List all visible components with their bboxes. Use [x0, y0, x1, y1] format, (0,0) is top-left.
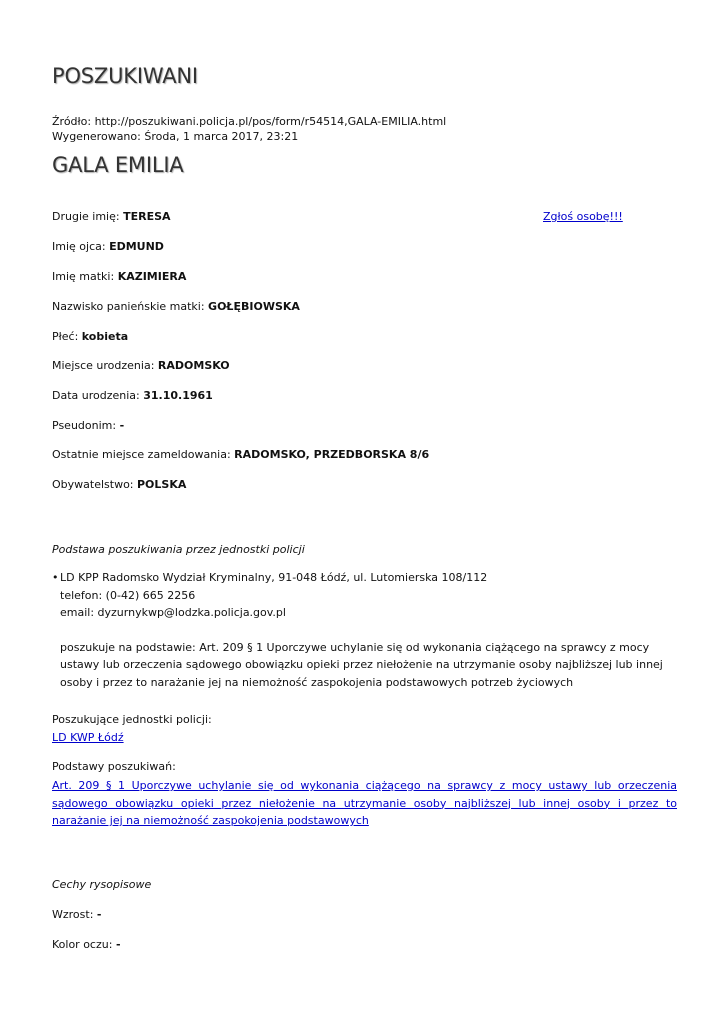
unit-phone: telefon: (0-42) 665 2256	[60, 588, 196, 602]
field-value: GOŁĘBIOWSKA	[208, 300, 300, 313]
field-value: TERESA	[123, 210, 171, 223]
field-label: Pseudonim:	[52, 419, 120, 432]
field-last-residence	[52, 448, 429, 461]
field-label: Nazwisko panieńskie matki:	[52, 300, 209, 313]
field-value: POLSKA	[137, 478, 187, 491]
searching-unit-link[interactable]: LD KWP Łódź	[52, 731, 124, 744]
field-birthdate	[52, 389, 213, 402]
field-birthplace	[52, 359, 230, 372]
field-label: Imię ojca:	[52, 240, 110, 253]
field-value: -	[119, 419, 125, 432]
field-value: KAZIMIERA	[117, 270, 187, 283]
field-value: EDMUND	[109, 240, 164, 253]
field-value: kobieta	[81, 330, 129, 343]
field-mother-name	[52, 270, 186, 283]
field-label: Imię matki:	[52, 270, 118, 283]
field-value: RADOMSKO, PRZEDBORSKA 8/6	[234, 448, 430, 461]
police-unit-entry	[52, 569, 677, 691]
field-value: -	[96, 908, 102, 921]
person-name: GALA EMILIA	[52, 153, 184, 177]
search-bases-label: Podstawy poszukiwań:	[52, 760, 176, 773]
field-father-name	[52, 240, 164, 253]
field-value: -	[115, 938, 121, 951]
field-label: Ostatnie miejsce zameldowania:	[52, 448, 235, 461]
field-middle-name	[52, 210, 171, 223]
generated-date: Wygenerowano: Środa, 1 marca 2017, 23:21	[52, 130, 299, 143]
search-basis-link[interactable]: Art. 209 § 1 Uporczywe uchylanie się od wykonania ciążącego na sprawcy z mocy ustawy lub orzeczenia sądowego obowiązku opieki przez niełożenie na utrzymanie osoby najbliższej lub innej osoby i przez to narażanie jej na niemożność zaspokojenia podstawowych	[52, 779, 677, 827]
field-label: Płeć:	[52, 330, 82, 343]
search-basis-text: poszukuje na podstawie: Art. 209 § 1 Uporczywe uchylanie się od wykonania ciążącego na sprawcy z mocy ustawy lub orzeczenia sądowego obowiązku opieki przez niełożenie na utrzymanie osoby najbliższej lub innej osoby i przez to narażanie jej na niemożność zaspokojenia podstawowych potrzeb życiowych	[60, 640, 663, 689]
source-info	[52, 114, 446, 144]
field-label: Data urodzenia:	[52, 389, 144, 402]
unit-name: LD KPP Radomsko Wydział Kryminalny, 91-048 Łódź, ul. Lutomierska 108/112	[60, 571, 488, 584]
field-citizenship	[52, 478, 186, 491]
field-height	[52, 908, 102, 921]
source-url: Źródło: http://poszukiwani.policja.pl/pos/form/r54514,GALA-EMILIA.html	[52, 115, 447, 128]
page-title: POSZUKIWANI	[52, 64, 198, 88]
field-value: RADOMSKO	[157, 359, 230, 372]
field-mother-maiden-name	[52, 300, 300, 313]
description-heading: Cechy rysopisowe	[52, 878, 152, 891]
field-label: Miejsce urodzenia:	[52, 359, 158, 372]
search-basis-heading: Podstawa poszukiwania przez jednostki policji	[52, 543, 305, 556]
unit-email: email: dyzurnykwp@lodzka.policja.gov.pl	[60, 606, 286, 619]
field-sex	[52, 330, 128, 343]
field-eye-color	[52, 938, 121, 951]
field-value: 31.10.1961	[143, 389, 213, 402]
field-label: Obywatelstwo:	[52, 478, 137, 491]
bullet: •	[52, 571, 59, 584]
searching-units-label: Poszukujące jednostki policji:	[52, 713, 212, 726]
field-label: Drugie imię:	[52, 210, 124, 223]
field-label: Wzrost:	[52, 908, 97, 921]
report-person-link[interactable]: Zgłoś osobę!!!	[543, 210, 623, 223]
field-label: Kolor oczu:	[52, 938, 116, 951]
field-nickname	[52, 419, 124, 432]
